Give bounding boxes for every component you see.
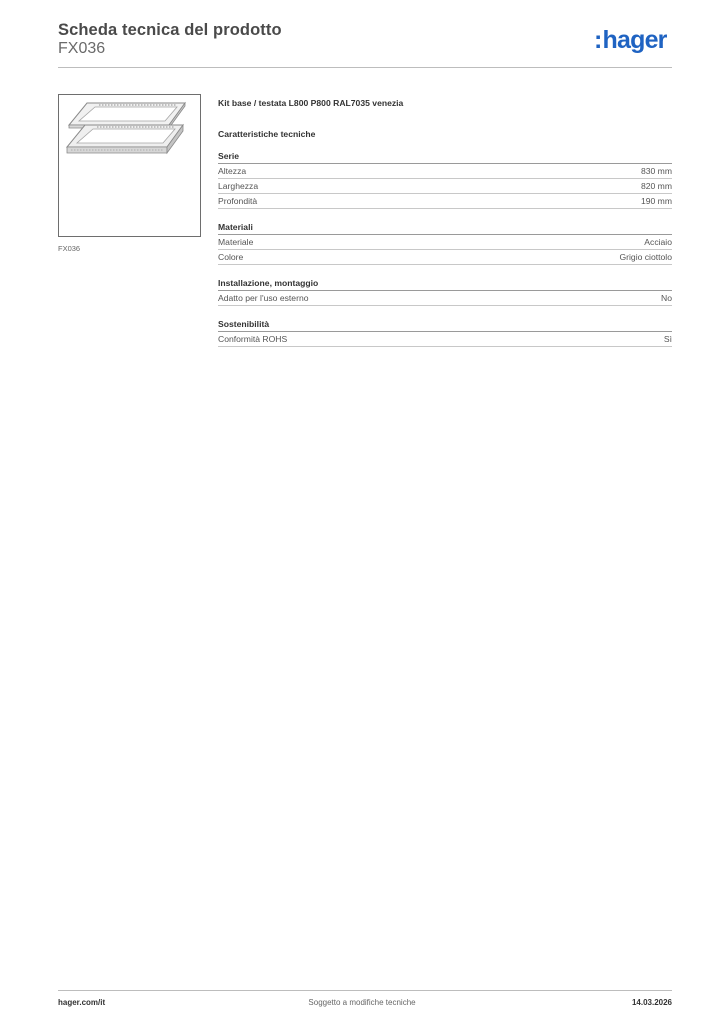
spec-content xyxy=(218,96,672,347)
characteristics-title: Caratteristiche tecniche xyxy=(218,129,316,139)
spec-value: Sì xyxy=(663,334,672,344)
spec-label: Profondità xyxy=(218,196,258,206)
spec-value: 190 mm xyxy=(640,196,672,206)
spec-label: Colore xyxy=(218,252,244,262)
spec-value: 830 mm xyxy=(640,166,672,176)
logo-text: hager xyxy=(602,26,667,54)
section-materiali xyxy=(218,220,672,265)
section-serie xyxy=(218,149,672,209)
spec-label: Larghezza xyxy=(218,181,259,191)
spec-value: Acciaio xyxy=(644,237,672,247)
footer-date: 14.03.2026 xyxy=(631,998,672,1007)
spec-row xyxy=(218,332,672,347)
section-title: Serie xyxy=(218,149,672,164)
spec-row xyxy=(218,194,672,209)
spec-row xyxy=(218,179,672,194)
footer-divider xyxy=(58,990,672,991)
spec-value: No xyxy=(661,293,672,303)
spec-row xyxy=(218,250,672,265)
image-caption: FX036 xyxy=(58,244,81,253)
frame-kit-illustration xyxy=(59,95,200,236)
spec-label: Adatto per l'uso esterno xyxy=(218,293,309,303)
footer-note: Soggetto a modifiche tecniche xyxy=(308,998,416,1007)
hager-logo: :hager xyxy=(594,26,667,54)
spec-row xyxy=(218,235,672,250)
section-title: Installazione, montaggio xyxy=(218,276,672,291)
spec-label: Materiale xyxy=(218,237,254,247)
product-image xyxy=(58,94,201,237)
spec-label: Altezza xyxy=(218,166,247,176)
spec-row xyxy=(218,164,672,179)
page-title: Scheda tecnica del prodotto xyxy=(58,21,282,39)
section-sostenibilita xyxy=(218,317,672,347)
header-divider xyxy=(58,67,672,68)
product-code: FX036 xyxy=(58,40,106,57)
spec-label: Conformità ROHS xyxy=(218,334,288,344)
spec-value: 820 mm xyxy=(640,181,672,191)
section-title: Sostenibilità xyxy=(218,317,672,332)
spec-row xyxy=(218,291,672,306)
product-name: Kit base / testata L800 P800 RAL7035 venezia xyxy=(218,98,404,108)
section-installazione xyxy=(218,276,672,306)
spec-value: Grigio ciottolo xyxy=(619,252,672,262)
section-title: Materiali xyxy=(218,220,672,235)
footer-website: hager.com/it xyxy=(58,998,106,1007)
